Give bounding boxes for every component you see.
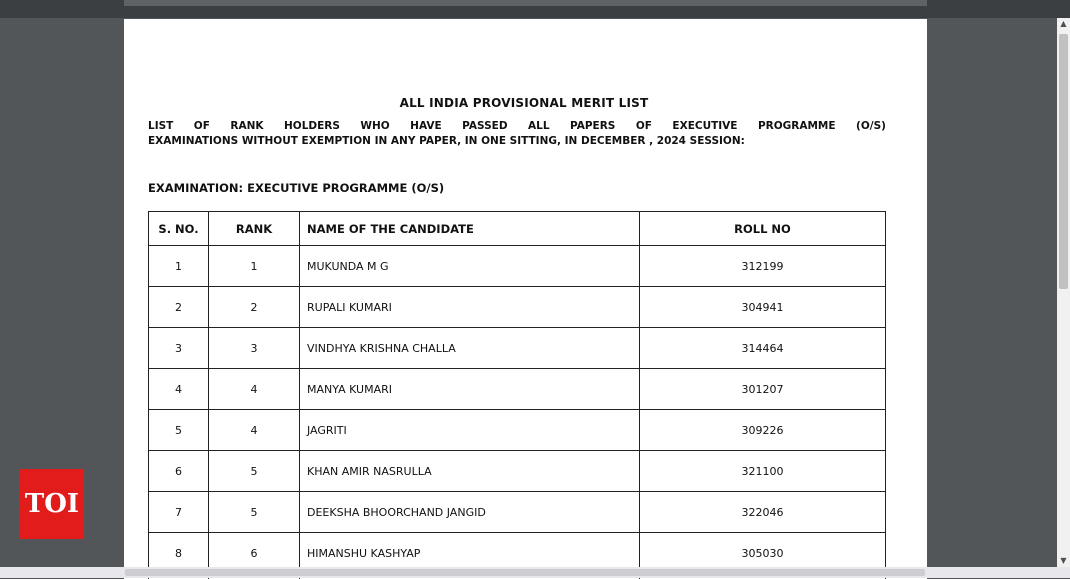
cell-roll: 304941: [640, 287, 886, 328]
cell-name: MANYA KUMARI: [300, 369, 640, 410]
subtitle-word: OF: [636, 119, 652, 134]
cell-name: RUPALI KUMARI: [300, 287, 640, 328]
header-roll: ROLL NO: [640, 212, 886, 246]
cell-rank: 4: [209, 410, 300, 451]
subtitle-line-2: EXAMINATIONS WITHOUT EXEMPTION IN ANY PAPER, IN ONE SITTING, IN DECEMBER , 2024 SESSION:: [148, 134, 886, 149]
subtitle-word: LIST: [148, 119, 173, 134]
cell-sno: 2: [149, 287, 209, 328]
horizontal-scrollbar[interactable]: [0, 567, 1070, 578]
cell-roll: 301207: [640, 369, 886, 410]
toi-logo: TOI: [20, 469, 84, 539]
pdf-page: [124, 19, 927, 579]
subtitle-word: RANK: [230, 119, 263, 134]
subtitle-word: HAVE: [410, 119, 442, 134]
cell-rank: 2: [209, 287, 300, 328]
horizontal-scrollbar-thumb[interactable]: [125, 569, 925, 576]
cell-sno: 4: [149, 369, 209, 410]
triangle-down-icon[interactable]: ▼: [1057, 555, 1070, 567]
cell-rank: 6: [209, 533, 300, 574]
cell-roll: 321100: [640, 451, 886, 492]
triangle-up-icon[interactable]: ▲: [1057, 18, 1070, 30]
subtitle-word: (O/S): [856, 119, 886, 134]
table-row: [149, 328, 886, 369]
vertical-scrollbar[interactable]: [1057, 18, 1070, 567]
cell-name: HIMANSHU KASHYAP: [300, 533, 640, 574]
cell-roll: 312199: [640, 246, 886, 287]
table-row: [149, 410, 886, 451]
cell-rank: 3: [209, 328, 300, 369]
subtitle-word: ALL: [528, 119, 550, 134]
subtitle-word: OF: [194, 119, 210, 134]
table-row: [149, 369, 886, 410]
cell-name: VINDHYA KRISHNA CHALLA: [300, 328, 640, 369]
cell-roll: 314464: [640, 328, 886, 369]
scrollbar-thumb[interactable]: [1059, 34, 1068, 289]
cell-sno: 6: [149, 451, 209, 492]
table-row: [149, 287, 886, 328]
cell-name: KHAN AMIR NASRULLA: [300, 451, 640, 492]
cell-rank: 4: [209, 369, 300, 410]
cell-name: JAGRITI: [300, 410, 640, 451]
subtitle-word: WHO: [360, 119, 389, 134]
viewer-toolbar: [0, 0, 1070, 18]
document-subtitle: [148, 119, 886, 149]
subtitle-line-1: [148, 119, 886, 134]
cell-roll: 305030: [640, 533, 886, 574]
header-name: NAME OF THE CANDIDATE: [300, 212, 640, 246]
cell-sno: 3: [149, 328, 209, 369]
examination-heading: EXAMINATION: EXECUTIVE PROGRAMME (O/S): [148, 181, 444, 195]
cell-roll: 322046: [640, 492, 886, 533]
cell-rank: 5: [209, 492, 300, 533]
cell-rank: 5: [209, 451, 300, 492]
header-sno: S. NO.: [149, 212, 209, 246]
table-row: [149, 492, 886, 533]
cell-roll: 309226: [640, 410, 886, 451]
subtitle-word: PROGRAMME: [758, 119, 836, 134]
subtitle-word: HOLDERS: [284, 119, 340, 134]
cell-name: MUKUNDA M G: [300, 246, 640, 287]
subtitle-word: EXECUTIVE: [672, 119, 737, 134]
table-header-row: [149, 212, 886, 246]
header-rank: RANK: [209, 212, 300, 246]
document-title: ALL INDIA PROVISIONAL MERIT LIST: [124, 96, 904, 110]
cell-sno: 7: [149, 492, 209, 533]
merit-table: [148, 211, 886, 579]
cell-sno: 8: [149, 533, 209, 574]
table-row: [149, 246, 886, 287]
cell-sno: 1: [149, 246, 209, 287]
cell-sno: 5: [149, 410, 209, 451]
table-row: [149, 451, 886, 492]
subtitle-word: PASSED: [462, 119, 507, 134]
subtitle-word: PAPERS: [570, 119, 615, 134]
cell-name: DEEKSHA BHOORCHAND JANGID: [300, 492, 640, 533]
page-shadow: [124, 0, 927, 6]
cell-rank: 1: [209, 246, 300, 287]
